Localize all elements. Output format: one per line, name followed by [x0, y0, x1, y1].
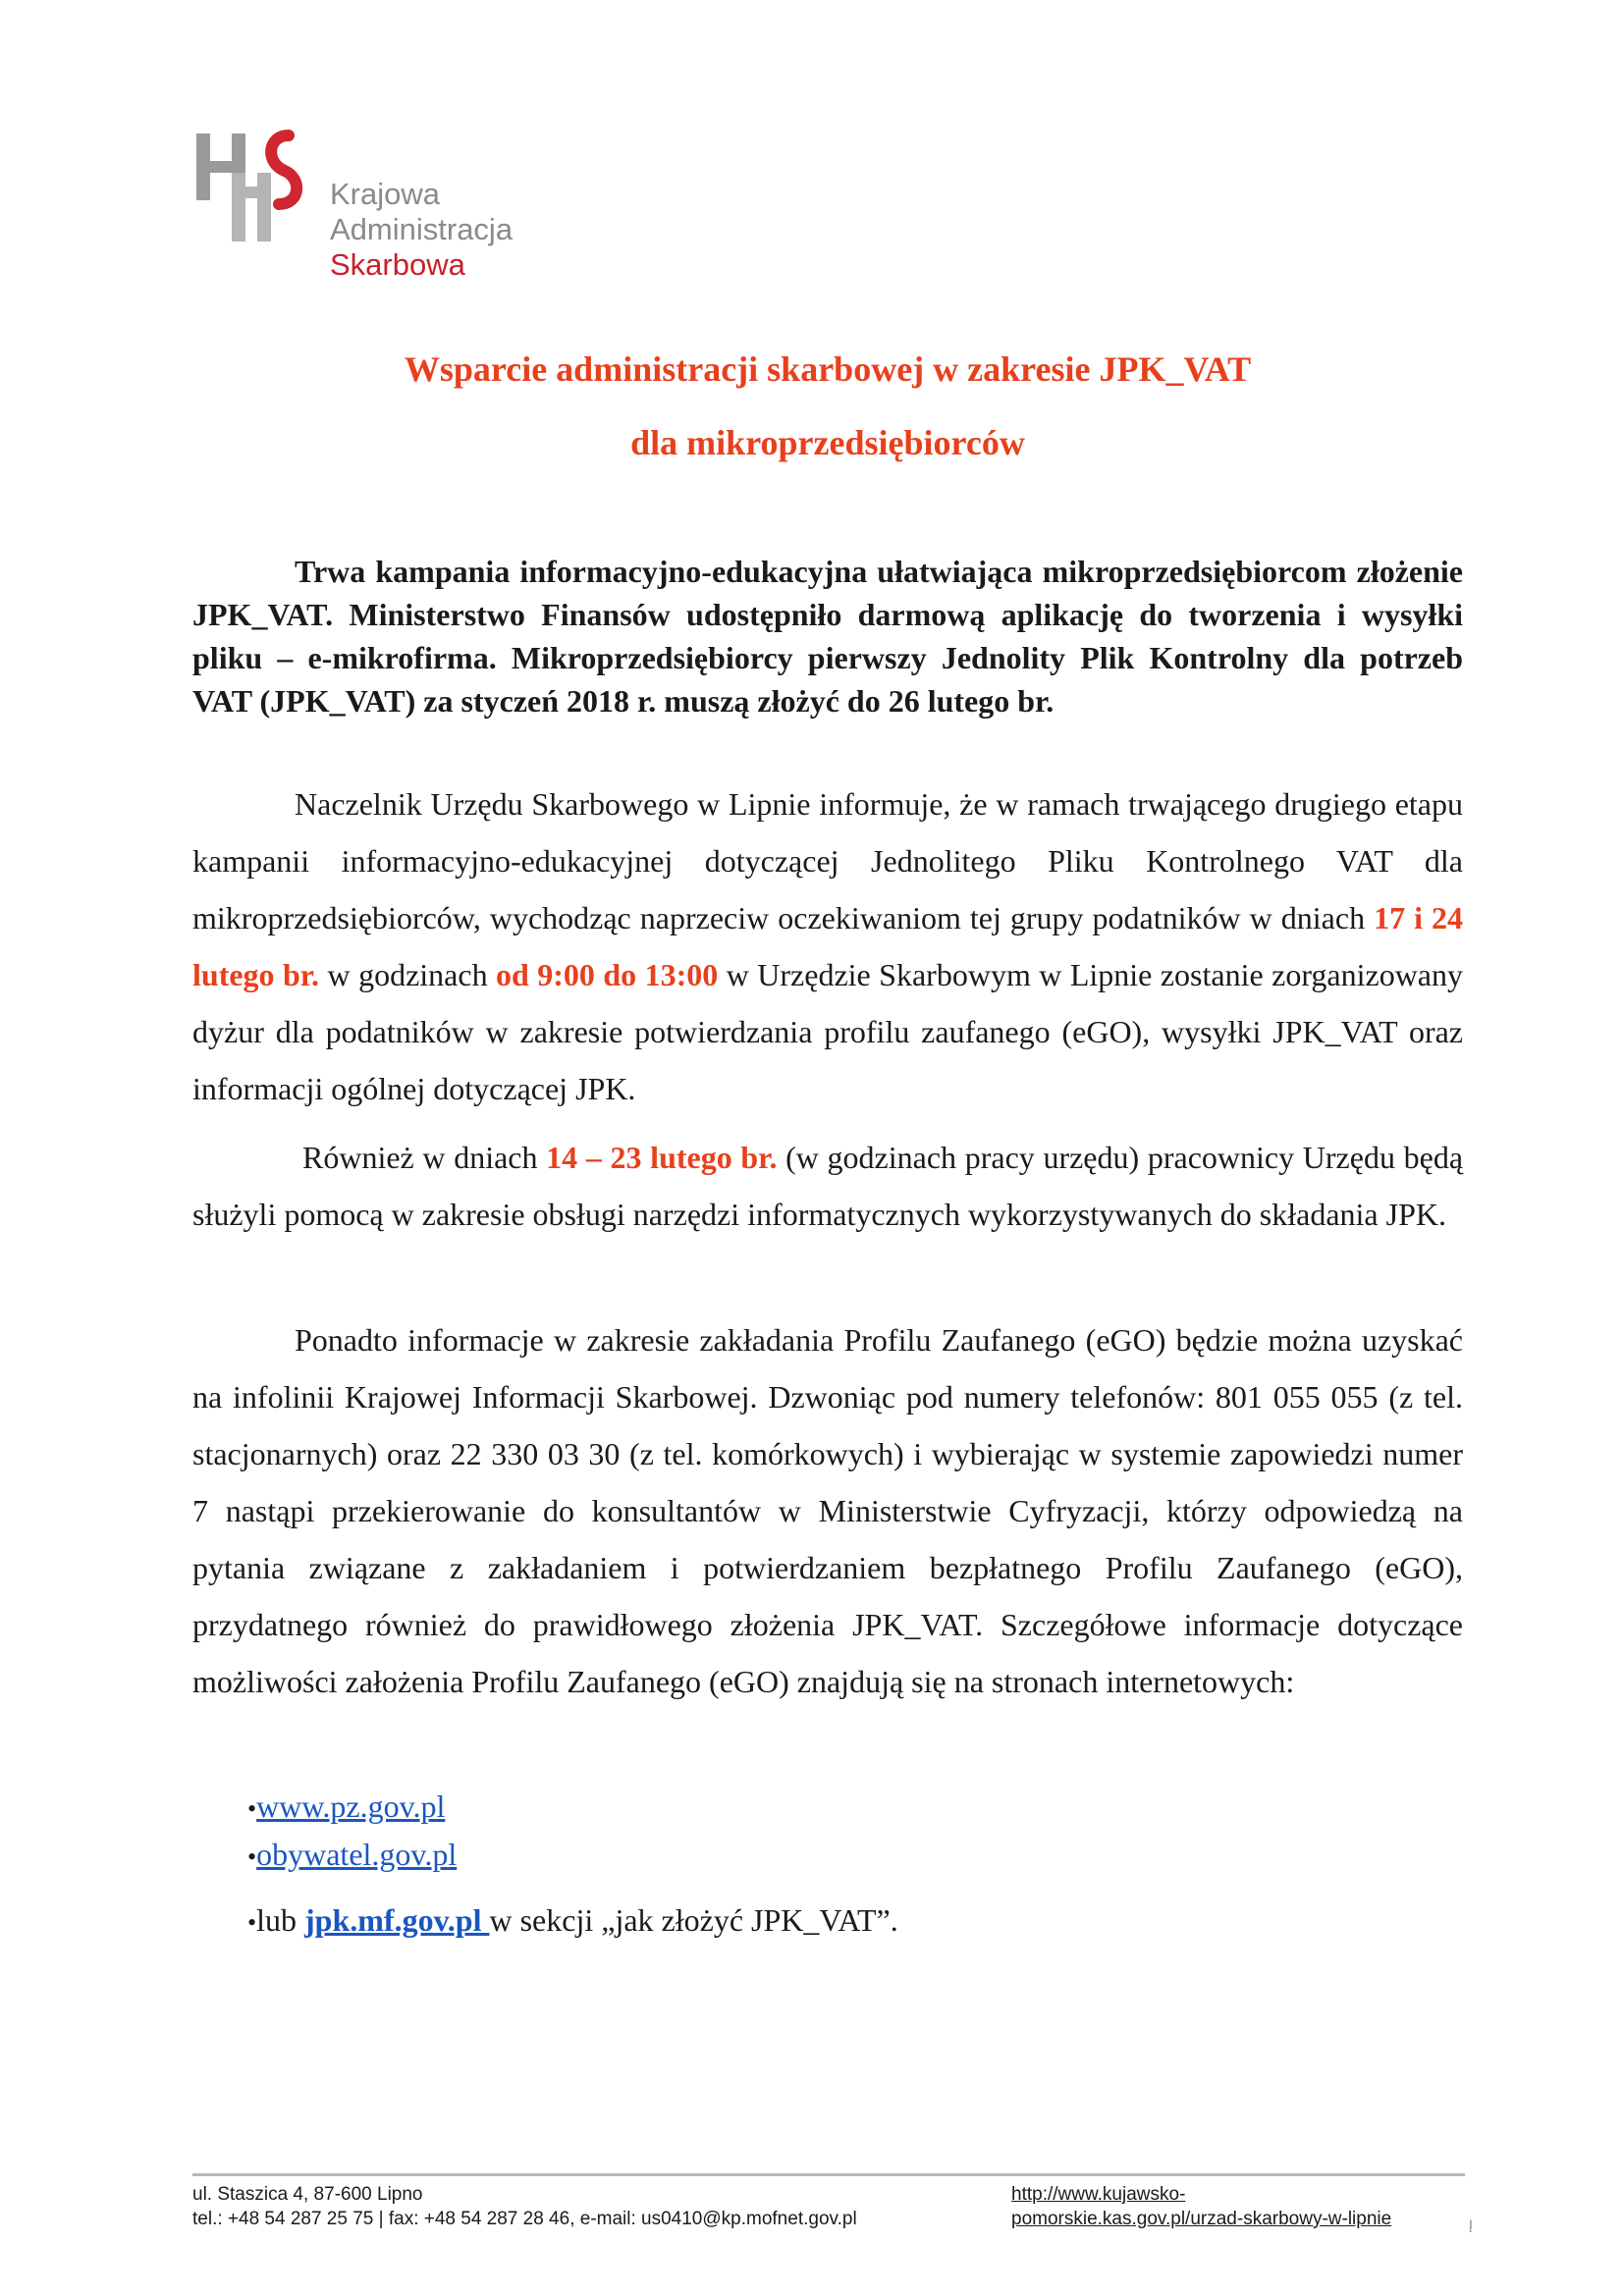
- paragraph-staff-help: [192, 1129, 1463, 1243]
- kas-logo-icon: [192, 128, 320, 245]
- page-mark: Į: [1469, 2216, 1473, 2232]
- footer-url-line-1[interactable]: http://www.kujawsko-: [1011, 2184, 1186, 2205]
- list-item: [247, 1783, 898, 1831]
- footer-url-line-2[interactable]: pomorskie.kas.gov.pl/urzad-skarbowy-w-lipnie: [1011, 2209, 1392, 2229]
- kas-logo-text: [330, 177, 605, 283]
- footer-contact: [192, 2182, 857, 2231]
- section-suffix-text: w sekcji „jak złożyć JPK_VAT”.: [489, 1902, 898, 1938]
- p1-hours-highlight: od 9:00 do 13:00: [496, 957, 719, 992]
- kas-logo: [192, 128, 605, 282]
- p1-dates-highlight: 17 i 24 lutego br.: [192, 900, 1464, 992]
- p1-text-a: Naczelnik Urzędu Skarbowego w Lipnie informuje, że w ramach trwającego drugiego etapu kampanii informacyjno-edukacyjnej dotyczącej Jednolitego Pliku Kontrolnego VAT dla mikroprzedsiębiorców, wychodząc naprzeciw oczekiwaniom tej grupy podatników w dniach: [192, 786, 1463, 935]
- links-list: [247, 1783, 898, 1945]
- p1-text-c: w Urzędzie Skarbowym w Lipnie zostanie zorganizowany dyżur dla podatników w zakresie potwierdzania profilu zaufanego (eGO), wysyłki JPK_VAT oraz informacji ogólnej dotyczącej JPK.: [192, 957, 1464, 1106]
- bullet-icon: •: [247, 1908, 257, 1937]
- p2-dates-highlight: 14 – 23 lutego br.: [546, 1140, 778, 1175]
- link-obywatel-gov[interactable]: obywatel.gov.pl: [256, 1837, 458, 1872]
- logo-line-1: Krajowa Administracja: [330, 177, 514, 246]
- link-jpk-mf-gov[interactable]: jpk.mf.gov.pl: [304, 1902, 490, 1938]
- list-item: [247, 1831, 898, 1879]
- footer-website-link[interactable]: [1011, 2182, 1391, 2231]
- footer-address: ul. Staszica 4, 87-600 Lipno: [192, 2184, 423, 2205]
- footer-divider: [192, 2173, 1465, 2176]
- document-title-line-2: dla mikroprzedsiębiorców: [630, 423, 1025, 462]
- p1-text-b: w godzinach: [319, 957, 497, 992]
- list-item: [247, 1896, 898, 1945]
- link-pz-gov[interactable]: www.pz.gov.pl: [256, 1789, 446, 1824]
- lead-paragraph: Trwa kampania informacyjno-edukacyjna ułatwiająca mikroprzedsiębiorcom złożenie JPK_VAT. Ministerstwo Finansów udostępniło darmową aplikację do tworzenia i wysyłki pliku – e-mikrofirma. Mikroprzedsiębiorcy pierwszy Jednolity Plik Kontrolny dla potrzeb VAT (JPK_VAT) za styczeń 2018 r. muszą złożyć do 26 lutego br.: [192, 554, 1463, 719]
- p2-text-b: (w godzinach pracy urzędu) pracownicy Urzędu będą służyli pomocą w zakresie obsługi narzędzi informatycznych wykorzystywanych do składania JPK.: [192, 1140, 1464, 1232]
- document-title-line-1: Wsparcie administracji skarbowej w zakresie JPK_VAT: [404, 349, 1252, 389]
- bullet-icon: •: [247, 1842, 257, 1871]
- p2-text-a: Również w dniach: [302, 1140, 547, 1175]
- logo-line-2: Skarbowa: [330, 247, 465, 282]
- paragraph-helpline: Ponadto informacje w zakresie zakładania Profilu Zaufanego (eGO) będzie można uzyskać na infolinii Krajowej Informacji Skarbowej. Dzwoniąc pod numery telefonów: 801 055 055 (z tel. stacjonarnych) oraz 22 330 03 30 (z tel. komórkowych) i wybierając w systemie zapowiedzi numer 7 nastąpi przekierowanie do konsultantów w Ministerstwie Cyfryzacji, którzy odpowiedzą na pytania związane z zakładaniem i potwierdzaniem bezpłatnego Profilu Zaufanego (eGO), przydatnego również do prawidłowego złożenia JPK_VAT. Szczegółowe informacje dotyczące możliwości założenia Profilu Zaufanego (eGO) znajdują się na stronach internetowych:: [192, 1322, 1463, 1699]
- footer-phone-email: tel.: +48 54 287 25 75 | fax: +48 54 287 28 46, e-mail: us0410@kp.mofnet.gov.pl: [192, 2209, 857, 2229]
- bullet-icon: •: [247, 1794, 257, 1823]
- lub-text: lub: [256, 1902, 304, 1938]
- paragraph-duty-hours: [192, 775, 1463, 1117]
